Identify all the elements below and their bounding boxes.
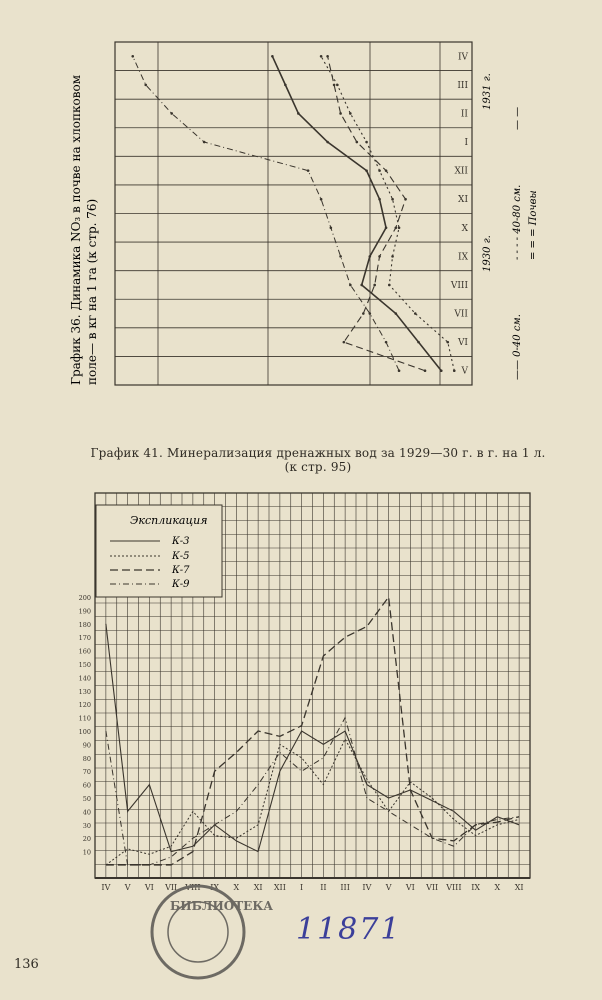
top-month-label: VIII <box>450 280 468 291</box>
bottom-y-tick: 10 <box>82 848 91 857</box>
top-month-label: XII <box>454 166 468 177</box>
bottom-y-tick: 30 <box>82 821 91 830</box>
top-month-label: V <box>461 366 468 377</box>
top-month-label: IV <box>457 52 468 63</box>
bottom-chart-y-ticks <box>79 594 91 857</box>
bottom-x-tick: VI <box>405 883 415 892</box>
legend-label-k5: К-5 <box>172 551 190 562</box>
bottom-y-tick: 90 <box>82 741 91 750</box>
bottom-x-tick: VIII <box>446 883 462 892</box>
bottom-x-tick: VIII <box>185 883 201 892</box>
year-label-1931: 1931 г. <box>482 73 493 110</box>
bottom-x-tick: XII <box>273 883 286 892</box>
bottom-chart-x-ticks <box>101 883 523 892</box>
bottom-x-tick: VII <box>165 883 178 892</box>
bottom-x-tick: VI <box>144 883 154 892</box>
bottom-x-tick: XI <box>253 883 263 892</box>
bottom-y-tick: 140 <box>78 674 91 683</box>
top-month-label: VI <box>457 338 468 349</box>
bottom-chart-title-line1: График 41. Минерализация дренажных вод за 1929—30 г. в г. на 1 л. <box>90 446 546 460</box>
top-month-label: VII <box>454 309 468 320</box>
page-number: 136 <box>14 957 39 972</box>
top-month-label: X <box>461 223 468 234</box>
stamp-text: БИБЛИОТЕКА <box>170 899 274 913</box>
legend-label-k3: К-3 <box>172 536 190 547</box>
bottom-x-tick: X <box>233 883 240 892</box>
bottom-x-tick: IV <box>101 883 111 892</box>
bottom-x-tick: IV <box>362 883 372 892</box>
bottom-x-tick: III <box>340 883 350 892</box>
top-chart-title-line1: График 36. Динамика NO₃ в почве на хлопковом <box>69 74 83 385</box>
bottom-chart-legend <box>96 505 222 597</box>
bottom-y-tick: 150 <box>78 661 91 669</box>
bottom-x-tick: II <box>320 883 327 892</box>
top-legend-line-4: — — <box>512 106 523 130</box>
top-month-label: I <box>464 138 468 149</box>
year-label-1930: 1930 г. <box>482 235 493 272</box>
bottom-chart-title-line2: (к стр. 95) <box>284 460 352 474</box>
bottom-y-tick: 200 <box>78 594 91 602</box>
bottom-y-tick: 60 <box>82 781 91 790</box>
bottom-y-tick: 40 <box>82 808 91 817</box>
bottom-y-tick: 100 <box>78 728 91 736</box>
library-stamp <box>152 886 273 978</box>
bottom-y-tick: 180 <box>78 620 91 629</box>
bottom-y-tick: 110 <box>78 714 91 723</box>
top-month-label: XI <box>458 195 468 206</box>
bottom-x-tick: XI <box>514 883 524 892</box>
bottom-y-tick: 170 <box>78 634 91 643</box>
bottom-y-tick: 80 <box>82 754 91 763</box>
top-chart-title-line2: поле— в кг на 1 га (к стр. 76) <box>85 198 99 385</box>
bottom-x-tick: IX <box>210 883 220 892</box>
bottom-y-tick: 190 <box>78 607 91 616</box>
top-month-label: III <box>457 80 468 91</box>
legend-title: Экспликация <box>130 514 208 527</box>
inventory-number: 11871 <box>296 912 402 947</box>
bottom-x-tick: IX <box>471 883 481 892</box>
bottom-x-tick: X <box>494 883 501 892</box>
legend-label-k9: К-9 <box>172 579 190 590</box>
top-legend-line-1: —— 0-40 cм. <box>512 314 523 380</box>
top-legend-line-3: = = = Почвы <box>528 190 539 260</box>
bottom-y-tick: 120 <box>78 701 91 710</box>
top-month-label: II <box>460 109 468 120</box>
bottom-y-tick: 70 <box>82 768 91 777</box>
top-legend-line-2: - - - - 40-80 см. <box>512 184 523 260</box>
bottom-x-tick: VII <box>426 883 439 892</box>
bottom-x-tick: I <box>300 883 304 892</box>
legend-label-k7: К-7 <box>172 565 190 576</box>
bottom-y-tick: 50 <box>82 795 91 803</box>
bottom-x-tick: V <box>385 883 392 892</box>
top-month-label: IX <box>458 252 468 263</box>
bottom-y-tick: 130 <box>78 687 91 696</box>
bottom-y-tick: 20 <box>82 835 91 844</box>
bottom-y-tick: 160 <box>78 647 91 656</box>
bottom-x-tick: V <box>124 883 131 892</box>
